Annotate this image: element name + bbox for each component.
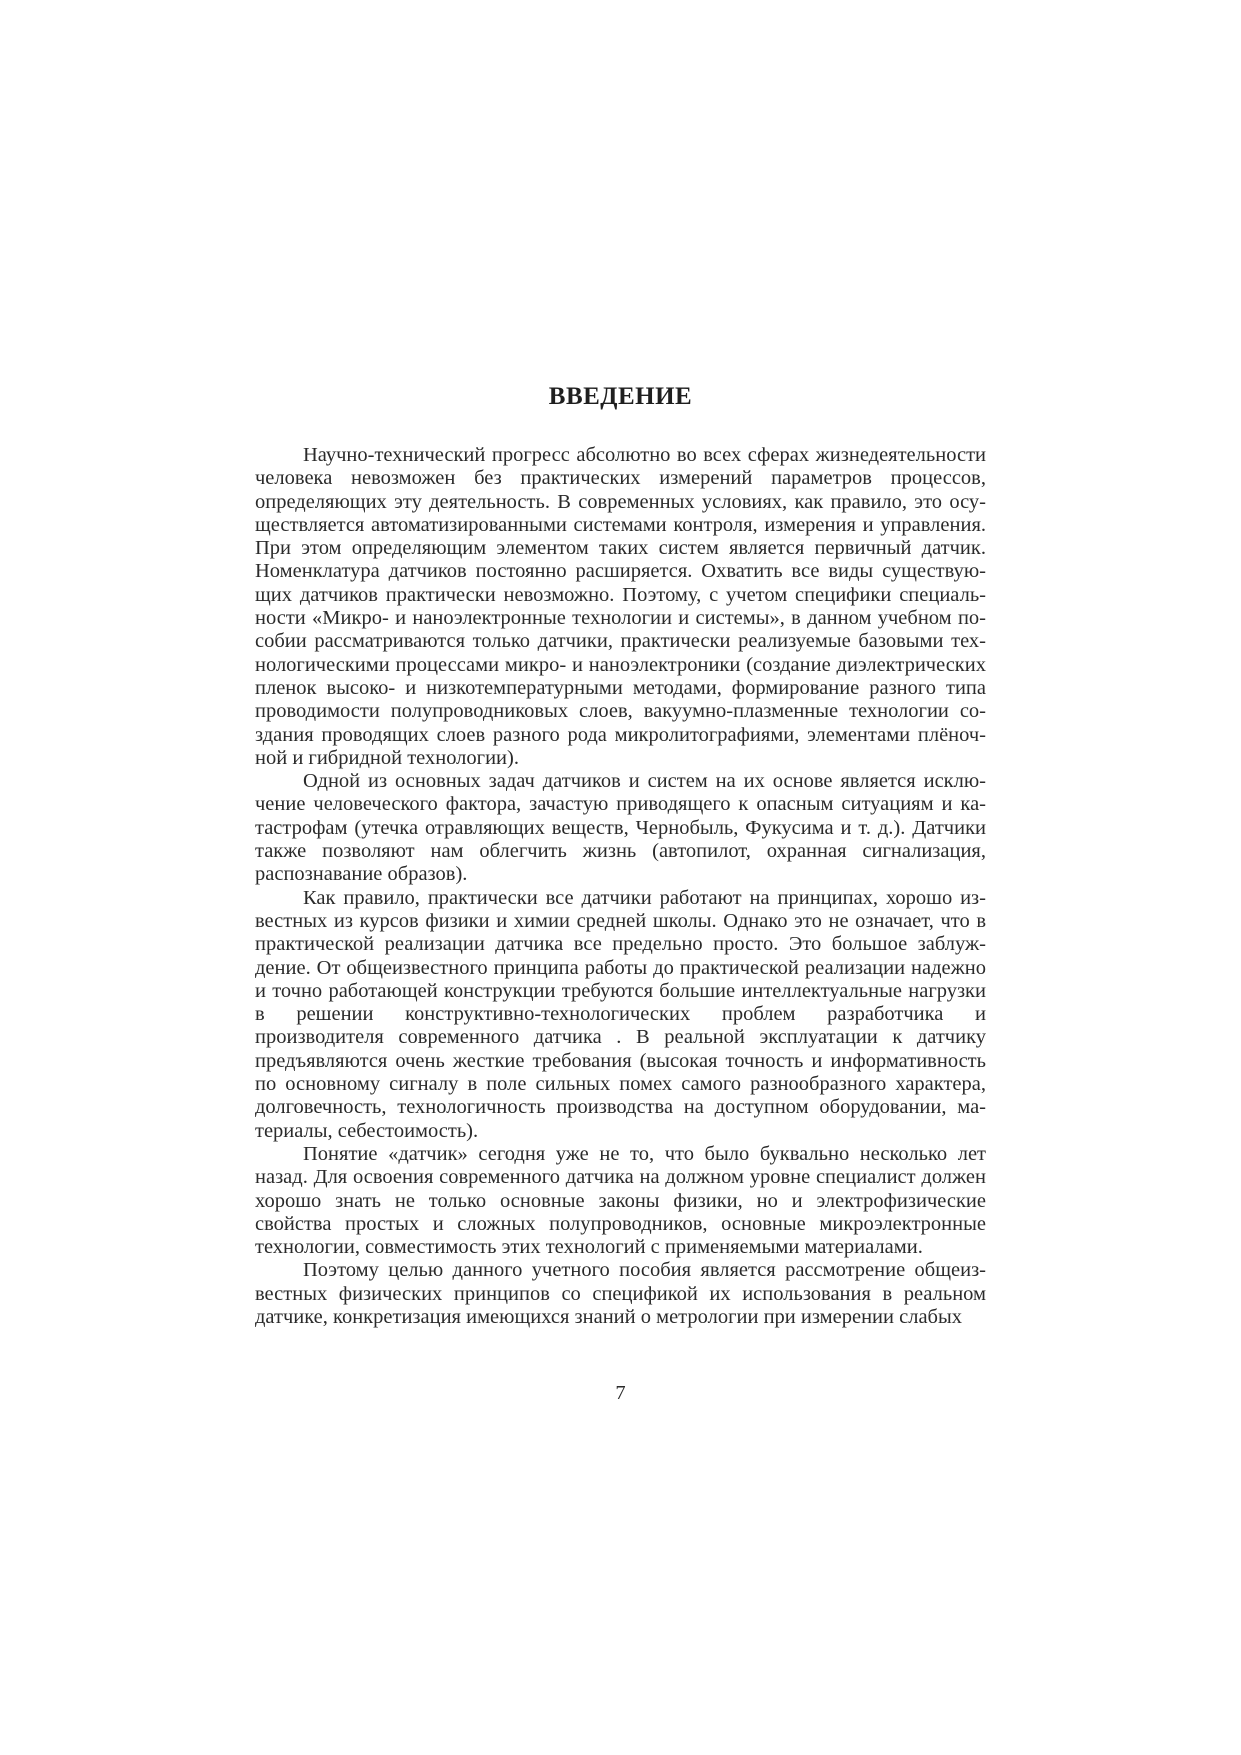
page-title: ВВЕДЕНИЕ xyxy=(548,383,693,410)
paragraph-4: Понятие «датчик» сегодня уже не то, что было буквально несколько лет назад. Для освоения современного датчика на должном уровне специалист должен хорошо знать не только основные законы физики, но и электрофизические свойства простых и сложных полупроводников, основные микроэлектронные технологии, совместимость этих технологий с применяемыми материалами. xyxy=(255,1142,986,1259)
paragraph-5: Поэтому целью данного учетного пособия является рассмотрение общеизвестных физических принципов со спецификой их использования в реальном датчике, конкретизация имеющихся знаний о метрологии при измерении слабых xyxy=(255,1259,986,1328)
page-number: 7 xyxy=(615,1382,626,1404)
paragraph-3: Как правило, практически все датчики работают на принципах, хорошо известных из курсов физики и химии средней школы. Однако это не означает, что в практической реализации датчика все предельно просто. Это большое заблуждение. От общеизвестного принципа работы до практической реализации надежно и точно работающей конструкции требуются большие интеллектуальные нагрузки в решении конструктивно-технологических проблем разработчика и производителя современного датчика . В реальной эксплуатации к датчику предъявляются очень жесткие требования (высокая точность и информативность по основному сигналу в поле сильных помех самого разнообразного характера, долговечность, технологичность производства на доступном оборудовании, материалы, себестоимость). xyxy=(255,886,986,1142)
paragraph-2: Одной из основных задач датчиков и систем на их основе является исключение человеческого фактора, зачастую приводящего к опасным ситуациям и катастрофам (утечка отравляющих веществ, Чернобыль, Фукусима и т. д.). Датчики также позволяют нам облегчить жизнь (автопилот, охранная сигнализация, распознавание образов). xyxy=(255,770,986,886)
body-text xyxy=(255,444,986,1329)
paragraph-1: Научно-технический прогресс абсолютно во всех сферах жизнедеятельности человека невозможен без практических измерений параметров процессов, определяющих эту деятельность. В современных условиях, как правило, это осуществляется автоматизированными системами контроля, измерения и управления. При этом определяющим элементом таких систем является первичный датчик. Номенклатура датчиков постоянно расширяется. Охватить все виды существующих датчиков практически невозможно. Поэтому, с учетом специфики специальности «Микро- и наноэлектронные технологии и системы», в данном учебном пособии рассматриваются только датчики, практически реализуемые базовыми технологическими процессами микро- и наноэлектроники (создание диэлектрических пленок высоко- и низкотемпературными методами, формирование разного типа проводимости полупроводниковых слоев, вакуумно-плазменные технологии создания проводящих слоев разного рода микролитографиями, элементами плёночной и гибридной технологии). xyxy=(255,444,986,769)
